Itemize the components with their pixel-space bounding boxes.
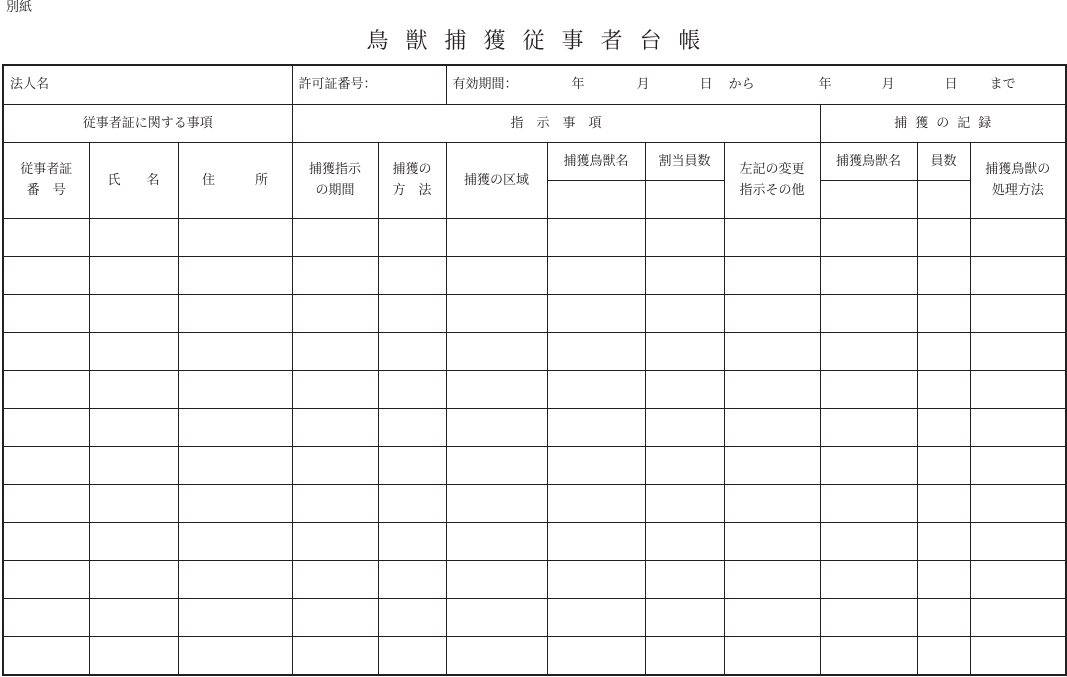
entry-cell[interactable] <box>820 294 917 332</box>
entry-cell[interactable] <box>292 218 378 256</box>
entry-cell[interactable] <box>378 485 446 523</box>
table-row <box>3 332 1066 370</box>
validity-period <box>447 74 1066 95</box>
entry-cell[interactable] <box>292 256 378 294</box>
name-header-char1: 氏 <box>107 172 121 188</box>
entry-cell[interactable] <box>917 294 970 332</box>
entry-cell[interactable] <box>378 599 446 637</box>
disposal-method-header-line1: 捕獲鳥獣の <box>985 162 1051 178</box>
count-entry-cell[interactable] <box>917 180 970 218</box>
entry-cell[interactable] <box>292 294 378 332</box>
entry-cell[interactable] <box>917 637 970 675</box>
entry-cell[interactable] <box>724 218 820 256</box>
start-day-unit: 日 <box>699 77 713 93</box>
entry-cell[interactable] <box>970 332 1066 370</box>
entry-cell[interactable] <box>3 446 89 484</box>
entry-cell[interactable] <box>970 523 1066 561</box>
entry-cell[interactable] <box>917 370 970 408</box>
permit-number-label: 許可証番号： <box>298 77 377 93</box>
entry-cell[interactable] <box>645 370 724 408</box>
entry-cell[interactable] <box>547 294 645 332</box>
capture-period-header-line2: の期間 <box>315 183 355 199</box>
entry-cell[interactable] <box>547 408 645 446</box>
table-row <box>3 408 1066 446</box>
entry-cell[interactable] <box>446 561 547 599</box>
entry-cell[interactable] <box>446 370 547 408</box>
entry-cell[interactable] <box>724 523 820 561</box>
entry-cell[interactable] <box>178 218 292 256</box>
entry-cell[interactable] <box>820 370 917 408</box>
entry-cell[interactable] <box>3 408 89 446</box>
instructions-section-header: 指 示 事 項 <box>292 104 820 142</box>
entry-cell[interactable] <box>820 218 917 256</box>
entry-cell[interactable] <box>446 599 547 637</box>
entry-cell[interactable] <box>446 256 547 294</box>
section-header-row <box>3 104 1066 142</box>
start-month-unit: 月 <box>636 77 650 93</box>
entry-cell[interactable] <box>378 561 446 599</box>
table-row <box>3 218 1066 256</box>
entry-cell[interactable] <box>292 332 378 370</box>
entry-cell[interactable] <box>970 446 1066 484</box>
entry-cell[interactable] <box>645 446 724 484</box>
target-species-entry-cell[interactable] <box>547 180 645 218</box>
disposal-method-header <box>970 142 1066 218</box>
entry-cell[interactable] <box>89 523 178 561</box>
entry-cell[interactable] <box>89 408 178 446</box>
entry-cell[interactable] <box>547 370 645 408</box>
capture-area-header: 捕獲の区域 <box>446 142 547 218</box>
entry-cell[interactable] <box>3 370 89 408</box>
entry-cell[interactable] <box>89 561 178 599</box>
address-header-char1: 住 <box>201 172 215 188</box>
entry-cell[interactable] <box>645 523 724 561</box>
entry-cell[interactable] <box>446 408 547 446</box>
other-changes-header-line1: 左記の変更 <box>739 162 805 178</box>
entry-cell[interactable] <box>970 637 1066 675</box>
entry-cell[interactable] <box>547 218 645 256</box>
entry-cell[interactable] <box>820 332 917 370</box>
capture-period-header <box>292 142 378 218</box>
count-header: 員数 <box>917 142 970 180</box>
entry-cell[interactable] <box>378 294 446 332</box>
entry-cell[interactable] <box>178 485 292 523</box>
entry-cell[interactable] <box>917 408 970 446</box>
entry-cell[interactable] <box>724 446 820 484</box>
allotted-count-entry-cell[interactable] <box>645 180 724 218</box>
entry-cell[interactable] <box>645 218 724 256</box>
entry-cell[interactable] <box>446 523 547 561</box>
entry-cell[interactable] <box>645 408 724 446</box>
table-row <box>3 294 1066 332</box>
entry-cell[interactable] <box>917 599 970 637</box>
entry-cell[interactable] <box>820 408 917 446</box>
table-row <box>3 561 1066 599</box>
captured-species-entry-cell[interactable] <box>820 180 917 218</box>
until-label: まで <box>989 77 1016 93</box>
column-header-row-1 <box>3 142 1066 180</box>
permit-number-cell[interactable] <box>292 65 446 104</box>
entry-cell[interactable] <box>89 485 178 523</box>
entry-cell[interactable] <box>292 599 378 637</box>
entry-cell[interactable] <box>970 485 1066 523</box>
entry-cell[interactable] <box>3 332 89 370</box>
capture-method-header-line2: 方 法 <box>392 183 432 199</box>
entry-cell[interactable] <box>820 637 917 675</box>
validity-period-cell[interactable] <box>446 65 1066 104</box>
entry-cell[interactable] <box>970 370 1066 408</box>
captured-species-header: 捕獲鳥獣名 <box>820 142 917 180</box>
entry-cell[interactable] <box>3 294 89 332</box>
corporation-name-label: 法人名 <box>10 77 50 93</box>
entry-cell[interactable] <box>970 599 1066 637</box>
entry-cell[interactable] <box>3 218 89 256</box>
entry-cell[interactable] <box>178 523 292 561</box>
entry-cell[interactable] <box>645 294 724 332</box>
entry-cell[interactable] <box>917 485 970 523</box>
entry-cell[interactable] <box>547 446 645 484</box>
entry-cell[interactable] <box>3 561 89 599</box>
cert-number-header <box>3 142 89 218</box>
entry-cell[interactable] <box>89 370 178 408</box>
certificate-section-header: 従事者証に関する事項 <box>3 104 292 142</box>
document-title: 鳥獣捕獲従事者台帳 <box>366 29 718 54</box>
entry-cell[interactable] <box>645 637 724 675</box>
entry-cell[interactable] <box>970 256 1066 294</box>
entry-cell[interactable] <box>547 523 645 561</box>
entry-cell[interactable] <box>645 332 724 370</box>
entry-cell[interactable] <box>3 256 89 294</box>
entry-cell[interactable] <box>645 485 724 523</box>
allotted-count-header: 割当員数 <box>645 142 724 180</box>
entry-cell[interactable] <box>178 599 292 637</box>
entry-cell[interactable] <box>3 599 89 637</box>
other-changes-header <box>724 142 820 218</box>
entry-cell[interactable] <box>970 294 1066 332</box>
entry-cell[interactable] <box>178 637 292 675</box>
entry-cell[interactable] <box>89 256 178 294</box>
corporation-name-cell[interactable] <box>3 65 292 104</box>
ledger-table <box>2 64 1067 676</box>
info-row <box>3 65 1066 104</box>
entry-cell[interactable] <box>446 446 547 484</box>
entry-cell[interactable] <box>446 332 547 370</box>
entry-cell[interactable] <box>917 561 970 599</box>
table-row <box>3 485 1066 523</box>
entry-cell[interactable] <box>547 637 645 675</box>
entry-cell[interactable] <box>917 218 970 256</box>
entry-cell[interactable] <box>178 561 292 599</box>
entry-cell[interactable] <box>89 294 178 332</box>
entry-cell[interactable] <box>378 256 446 294</box>
table-row <box>3 599 1066 637</box>
entry-cell[interactable] <box>378 370 446 408</box>
entry-cell[interactable] <box>724 561 820 599</box>
table-row <box>3 637 1066 675</box>
entry-cell[interactable] <box>89 332 178 370</box>
entry-cell[interactable] <box>724 370 820 408</box>
entry-cell[interactable] <box>724 294 820 332</box>
entry-cell[interactable] <box>446 637 547 675</box>
entry-cell[interactable] <box>547 256 645 294</box>
entry-cell[interactable] <box>645 599 724 637</box>
entry-cell[interactable] <box>446 294 547 332</box>
entry-cell[interactable] <box>547 332 645 370</box>
entry-cell[interactable] <box>645 256 724 294</box>
from-label: から <box>728 77 755 93</box>
table-row <box>3 256 1066 294</box>
entry-cell[interactable] <box>917 446 970 484</box>
entry-cell[interactable] <box>178 256 292 294</box>
end-year-unit: 年 <box>818 77 832 93</box>
entry-cell[interactable] <box>446 485 547 523</box>
name-header <box>89 142 178 218</box>
cert-number-header-line2: 番 号 <box>26 183 66 199</box>
entry-cell[interactable] <box>917 523 970 561</box>
table-row <box>3 370 1066 408</box>
entry-cell[interactable] <box>378 523 446 561</box>
entry-cell[interactable] <box>970 218 1066 256</box>
table-row <box>3 446 1066 484</box>
entry-cell[interactable] <box>820 256 917 294</box>
entry-cell[interactable] <box>547 561 645 599</box>
entry-cell[interactable] <box>3 637 89 675</box>
cert-number-header-line1: 従事者証 <box>20 162 73 178</box>
entry-cell[interactable] <box>820 561 917 599</box>
entry-cell[interactable] <box>724 408 820 446</box>
entry-cell[interactable] <box>547 485 645 523</box>
disposal-method-header-line2: 処理方法 <box>991 183 1044 199</box>
address-header-char2: 所 <box>255 172 269 188</box>
entry-cell[interactable] <box>820 523 917 561</box>
entry-cell[interactable] <box>178 370 292 408</box>
entry-cell[interactable] <box>292 637 378 675</box>
entry-cell[interactable] <box>89 599 178 637</box>
name-header-char2: 名 <box>146 172 160 188</box>
table-row <box>3 523 1066 561</box>
entry-cell[interactable] <box>917 256 970 294</box>
entry-cell[interactable] <box>446 218 547 256</box>
entry-cell[interactable] <box>917 332 970 370</box>
entry-cell[interactable] <box>292 408 378 446</box>
address-header <box>178 142 292 218</box>
entry-cell[interactable] <box>3 485 89 523</box>
other-changes-header-line2: 指示その他 <box>739 183 805 199</box>
entry-cell[interactable] <box>292 370 378 408</box>
entry-cell[interactable] <box>724 256 820 294</box>
start-year-unit: 年 <box>571 77 585 93</box>
entry-cell[interactable] <box>820 599 917 637</box>
entry-cell[interactable] <box>970 561 1066 599</box>
entry-cell[interactable] <box>89 446 178 484</box>
record-section-header: 捕獲の記録 <box>820 104 1066 142</box>
entry-cell[interactable] <box>547 599 645 637</box>
capture-period-header-line1: 捕獲指示 <box>309 162 362 178</box>
entry-cell[interactable] <box>292 485 378 523</box>
entry-cell[interactable] <box>178 332 292 370</box>
entry-cell[interactable] <box>820 485 917 523</box>
entry-cell[interactable] <box>178 294 292 332</box>
entry-cell[interactable] <box>724 599 820 637</box>
entry-cell[interactable] <box>292 446 378 484</box>
entry-cell[interactable] <box>378 446 446 484</box>
entry-cell[interactable] <box>378 332 446 370</box>
entry-cell[interactable] <box>724 485 820 523</box>
entry-cell[interactable] <box>378 218 446 256</box>
entry-cell[interactable] <box>820 446 917 484</box>
entry-cell[interactable] <box>3 523 89 561</box>
entry-cell[interactable] <box>724 332 820 370</box>
entry-cell[interactable] <box>970 408 1066 446</box>
entry-cell[interactable] <box>178 408 292 446</box>
entry-cell[interactable] <box>89 637 178 675</box>
entry-cell[interactable] <box>292 561 378 599</box>
entry-cell[interactable] <box>378 408 446 446</box>
entry-cell[interactable] <box>292 523 378 561</box>
entry-cell[interactable] <box>724 637 820 675</box>
validity-period-label: 有効期間： <box>452 77 518 93</box>
capture-method-header <box>378 142 446 218</box>
entry-cell[interactable] <box>89 218 178 256</box>
capture-method-header-line1: 捕獲の <box>392 162 432 178</box>
attachment-label: 別紙 <box>6 0 33 15</box>
entry-cell[interactable] <box>378 637 446 675</box>
entry-cell[interactable] <box>645 561 724 599</box>
entry-cell[interactable] <box>178 446 292 484</box>
end-day-unit: 日 <box>944 77 958 93</box>
target-species-header: 捕獲鳥獣名 <box>547 142 645 180</box>
end-month-unit: 月 <box>881 77 895 93</box>
